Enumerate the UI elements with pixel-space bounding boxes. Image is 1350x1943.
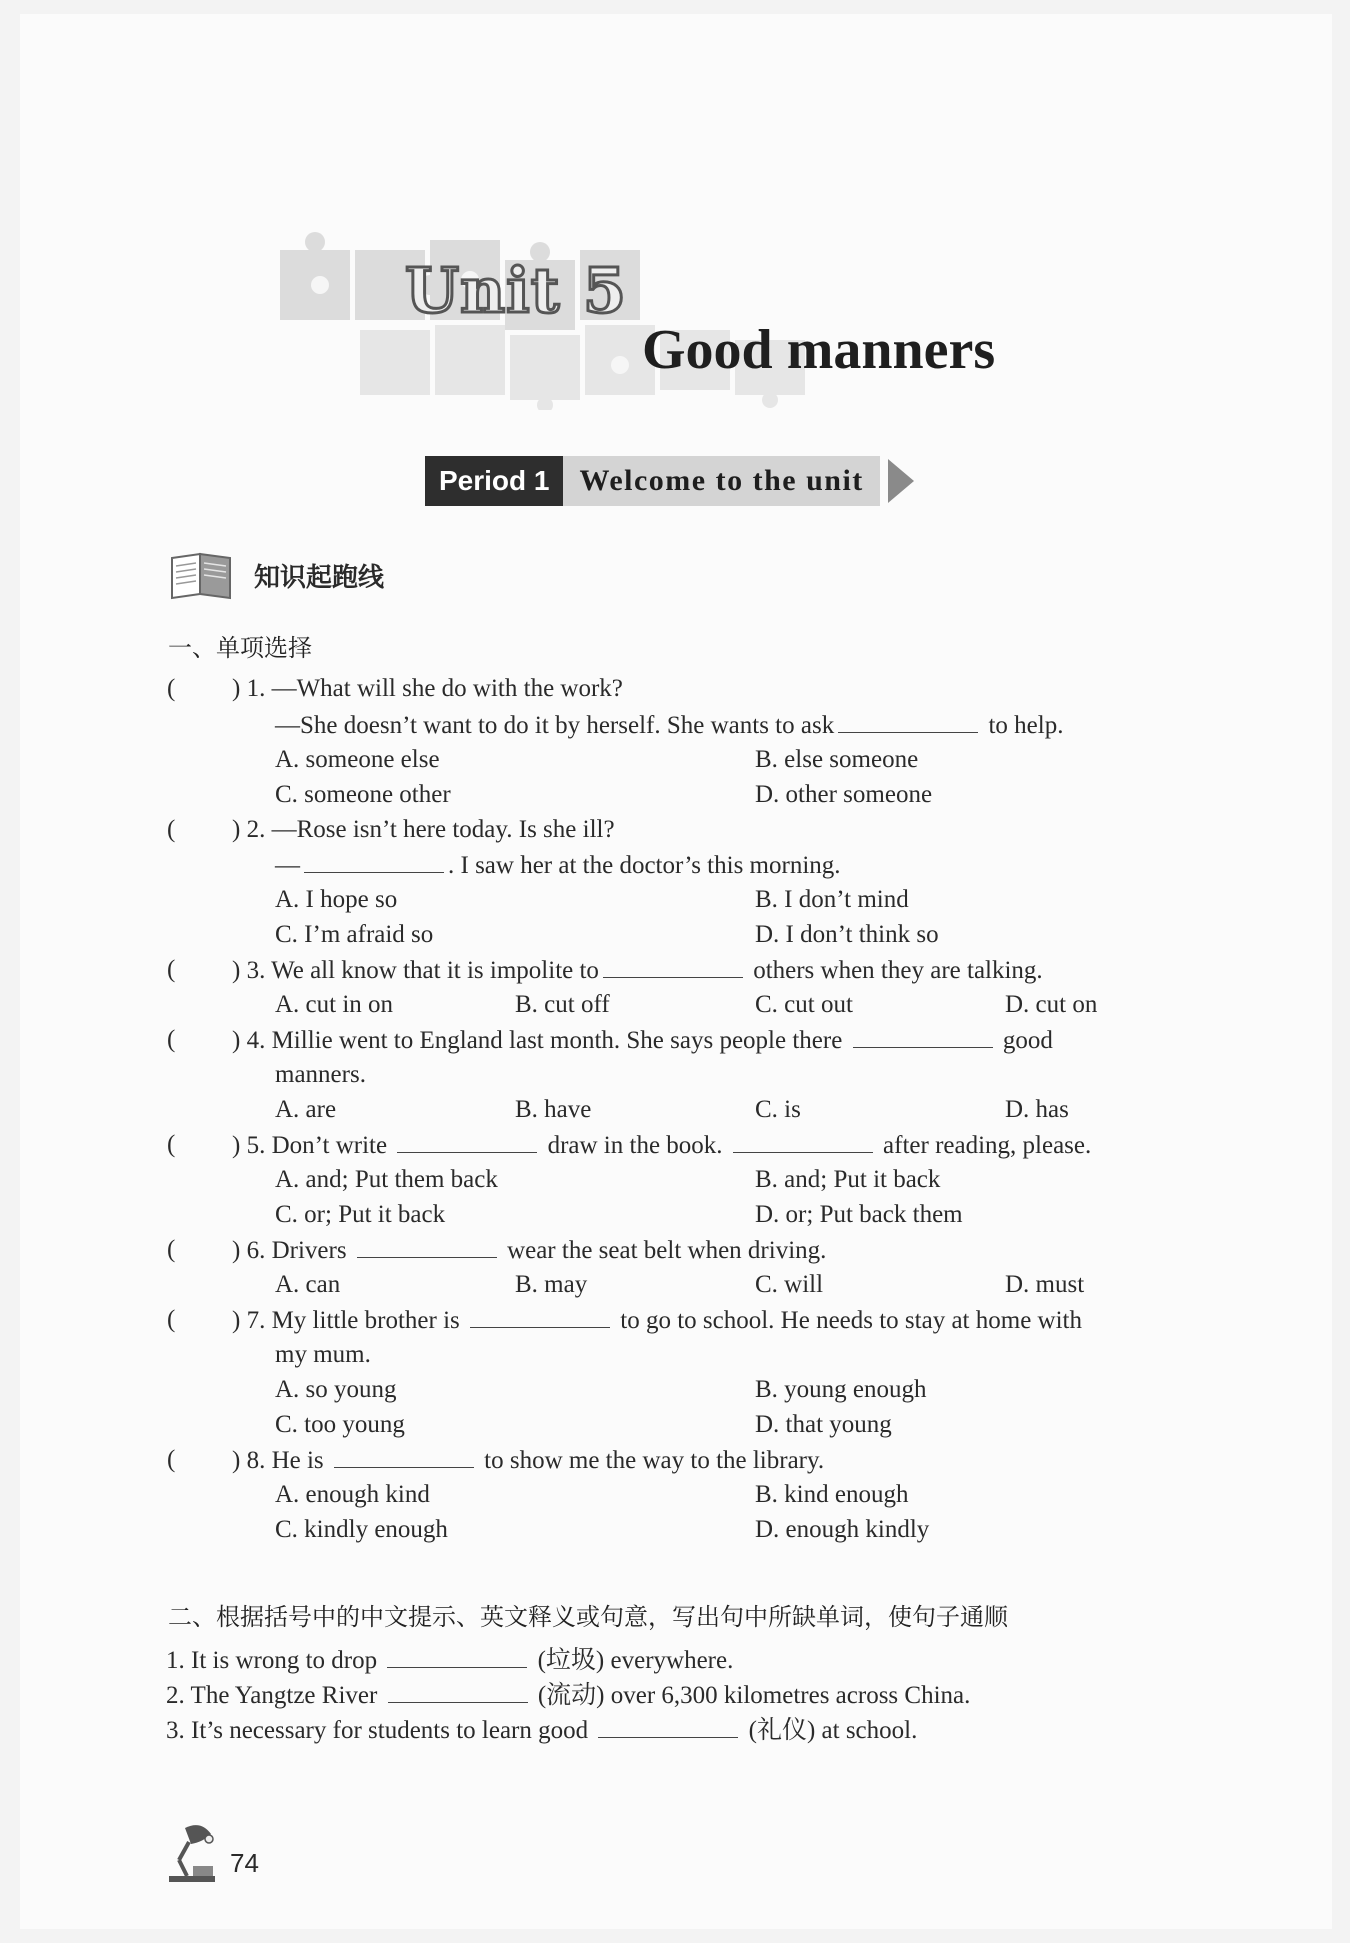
question-stem: ) 2. —Rose isn’t here today. Is she ill? (232, 816, 615, 843)
answer-paren: ( (167, 1446, 176, 1473)
option: D. that young (755, 1411, 892, 1438)
period-banner (425, 456, 914, 506)
option: B. I don’t mind (755, 886, 909, 913)
option: A. someone else (275, 746, 440, 773)
section-label: 知识起跑线 (254, 562, 385, 593)
fill-item: 3. It’s necessary for students to learn good (礼仪) at school. (166, 1717, 918, 1744)
answer-blank[interactable] (733, 1130, 873, 1153)
option: A. I hope so (275, 886, 398, 913)
option: A. are (275, 1096, 337, 1123)
question-stem: —She doesn’t want to do it by herself. She wants to ask to help. (275, 712, 1064, 739)
arrow-icon (888, 459, 914, 503)
part1-heading: 一、单项选择 (168, 634, 312, 662)
fill-item: 1. It is wrong to drop (垃圾) everywhere. (166, 1647, 734, 1674)
answer-paren: ( (167, 1131, 176, 1158)
option: A. can (275, 1271, 341, 1298)
question-stem: — . I saw her at the doctor’s this morning. (275, 852, 841, 879)
option: D. other someone (755, 781, 933, 808)
fill-item: 2. The Yangtze River (流动) over 6,300 kilometres across China. (166, 1682, 971, 1709)
unit-subtitle: Good manners (642, 319, 996, 381)
option: C. will (755, 1271, 824, 1298)
option: B. kind enough (755, 1481, 909, 1508)
answer-blank[interactable] (357, 1235, 497, 1258)
answer-blank[interactable] (470, 1305, 610, 1328)
period-title: Welcome to the unit (563, 456, 879, 506)
unit-title: Unit 5 (405, 254, 628, 327)
question-stem: ) 8. He is to show me the way to the library. (232, 1447, 825, 1474)
option: C. or; Put it back (275, 1201, 446, 1228)
option: C. too young (275, 1411, 405, 1438)
question-stem: ) 6. Drivers wear the seat belt when driving. (232, 1237, 827, 1264)
book-icon (168, 550, 234, 600)
answer-paren: ( (167, 956, 176, 983)
option: C. kindly enough (275, 1516, 448, 1543)
question-stem: ) 7. My little brother is to go to school. He needs to stay at home with (232, 1307, 1082, 1334)
question-stem: ) 4. Millie went to England last month. She says people there good (232, 1027, 1053, 1054)
option: A. cut in on (275, 991, 394, 1018)
option: D. must (1005, 1271, 1085, 1298)
option: B. else someone (755, 746, 919, 773)
answer-blank[interactable] (598, 1715, 738, 1738)
question-stem: ) 1. —What will she do with the work? (232, 675, 623, 702)
option: C. I’m afraid so (275, 921, 434, 948)
option: D. cut on (1005, 991, 1098, 1018)
answer-paren: ( (167, 1026, 176, 1053)
option: D. has (1005, 1096, 1069, 1123)
option: A. and; Put them back (275, 1166, 498, 1193)
question-stem: my mum. (275, 1341, 371, 1368)
answer-blank[interactable] (603, 955, 743, 978)
question-stem: ) 3. We all know that it is impolite to others when they are talking. (232, 957, 1043, 984)
option: B. have (515, 1096, 592, 1123)
answer-blank[interactable] (838, 710, 978, 733)
option: D. or; Put back them (755, 1201, 963, 1228)
option: D. I don’t think so (755, 921, 939, 948)
answer-blank[interactable] (397, 1130, 537, 1153)
answer-paren: ( (167, 675, 176, 702)
answer-blank[interactable] (853, 1025, 993, 1048)
answer-paren: ( (167, 1236, 176, 1263)
option: B. and; Put it back (755, 1166, 941, 1193)
answer-paren: ( (167, 816, 176, 843)
answer-blank[interactable] (304, 850, 444, 873)
option: B. may (515, 1271, 588, 1298)
answer-blank[interactable] (387, 1645, 527, 1668)
option: D. enough kindly (755, 1516, 930, 1543)
answer-blank[interactable] (388, 1680, 528, 1703)
section-header (168, 550, 384, 600)
answer-blank[interactable] (334, 1445, 474, 1468)
option: C. is (755, 1096, 801, 1123)
period-label: Period 1 (425, 456, 563, 506)
question-stem: ) 5. Don’t write draw in the book. after reading, please. (232, 1132, 1092, 1159)
option: C. cut out (755, 991, 853, 1018)
question-stem: manners. (275, 1061, 366, 1088)
option: B. young enough (755, 1376, 927, 1403)
option: C. someone other (275, 781, 451, 808)
option: A. so young (275, 1376, 397, 1403)
option: B. cut off (515, 991, 610, 1018)
answer-paren: ( (167, 1306, 176, 1333)
desk-lamp-icon (165, 1822, 225, 1884)
option: A. enough kind (275, 1481, 430, 1508)
part2-heading: 二、根据括号中的中文提示、英文释义或句意，写出句中所缺单词，使句子通顺 (168, 1603, 1008, 1631)
page-number: 74 (230, 1848, 259, 1878)
